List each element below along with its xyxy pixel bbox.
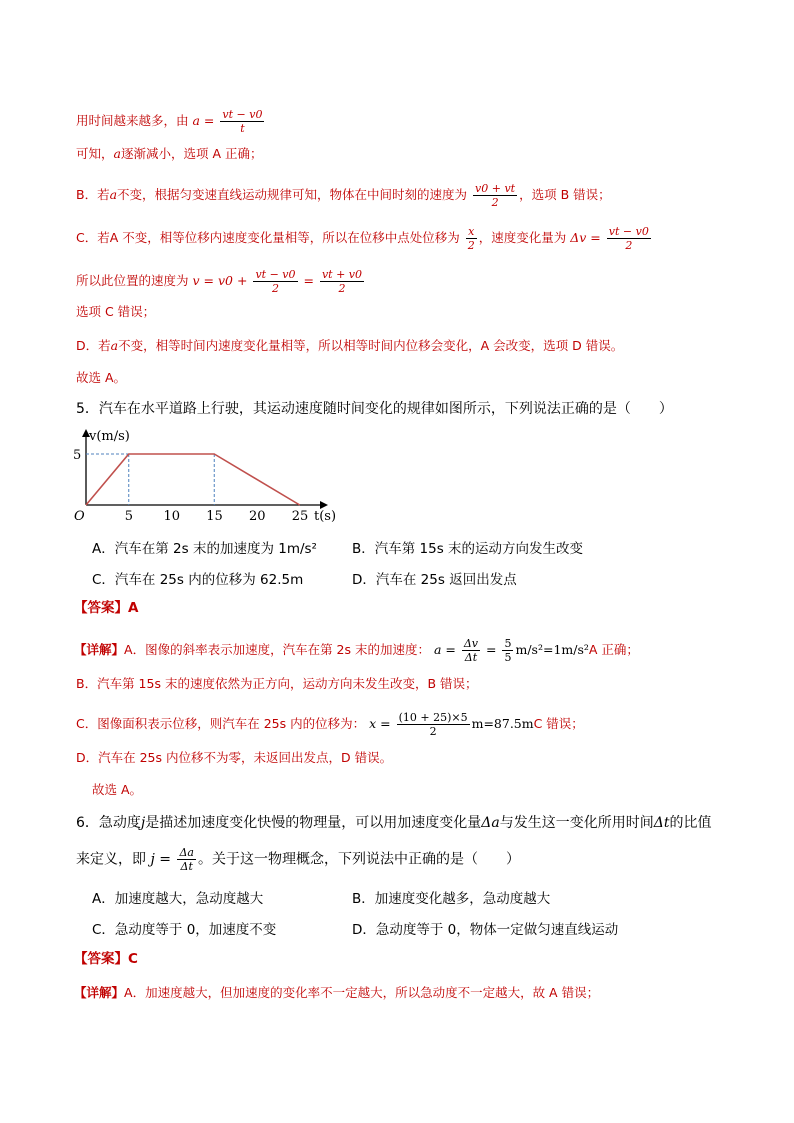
q4-exp-b-prefix: B．若 — [76, 187, 110, 202]
q4-exp-d-symbol: a — [110, 338, 119, 353]
fraction-numerator: vt + v0 — [321, 268, 363, 281]
x-tick-label: 20 — [249, 509, 266, 524]
q5-option-a[interactable]: A．汽车在第 2s 末的加速度为 1m/s² — [92, 541, 317, 557]
q6-stem-d: 的比值 — [669, 815, 712, 831]
q4-exp-c2 — [76, 268, 366, 295]
q4-exp-c2-formula: v = v0 + — [192, 273, 248, 288]
q4-exp-l1-text: 用时间越来越多，由 — [76, 113, 189, 128]
q5-exp-d: D．汽车在 25s 内位移不为零，未返回出发点，D 错误。 — [76, 750, 393, 765]
fraction-denominator: 5 — [504, 651, 512, 664]
q4-exp-l1-fraction — [220, 108, 264, 135]
q6-stem-delta-a: Δa — [481, 815, 500, 831]
y-axis-label: v(m/s) — [89, 429, 130, 444]
q4-exp-d-prefix: D．若 — [76, 338, 111, 353]
q5-stem: 5．汽车在水平道路上行驶，其运动速度随时间变化的规律如图所示，下列说法正确的是（ ） — [76, 401, 673, 417]
q4-exp-b-suffix: ，选项 B 错误； — [519, 187, 611, 202]
fraction-denominator: 2 — [271, 282, 279, 295]
q6-answer — [74, 950, 138, 968]
q5-exp-c-formula: x = — [369, 716, 391, 731]
fraction-denominator: 2 — [625, 239, 633, 252]
q5-exp-c-end: C 错误； — [533, 716, 584, 731]
q4-exp-c-fraction-1 — [466, 225, 477, 252]
fraction-numerator: (10 + 25)×5 — [398, 711, 468, 724]
fraction-denominator: 2 — [429, 725, 437, 738]
q6-stem-c: 与发生这一变化所用时间 — [499, 815, 654, 831]
q5-exp-a — [74, 637, 639, 664]
q4-exp-d-text: 不变，相等时间内速度变化量相等，所以相等时间内位移会变化，A 会改变，选项 D 错误。 — [118, 338, 624, 353]
fraction-denominator: 2 — [467, 239, 475, 252]
explanation-label: 【详解】 — [74, 985, 125, 1000]
q5-exp-a-equals: = — [486, 642, 497, 657]
q4-exp-c3: 选项 C 错误； — [76, 304, 156, 319]
q6-stem-j: j — [140, 815, 146, 831]
q4-exp-line1 — [76, 108, 266, 135]
q6-stem-line2 — [76, 846, 520, 873]
velocity-line — [86, 454, 300, 505]
q6-option-b[interactable]: B．加速度变化越多，急动度越大 — [352, 891, 551, 907]
q5-exp-a-text: A．图像的斜率表示加速度，汽车在第 2s 末的加速度： — [124, 642, 430, 657]
q4-exp-c-formula: Δv = — [570, 230, 601, 245]
q4-exp-l2-text: 逐渐减小，选项 A 正确； — [120, 146, 263, 161]
q6-option-d[interactable]: D．急动度等于 0，物体一定做匀速直线运动 — [352, 922, 619, 938]
fraction-numerator: vt − v0 — [255, 268, 296, 281]
y-tick-label: 5 — [73, 448, 82, 463]
q6-option-a[interactable]: A．加速度越大，急动度越大 — [92, 891, 264, 907]
q5-exp-b: B．汽车第 15s 末的速度依然为正方向，运动方向未发生改变，B 错误； — [76, 676, 478, 691]
q6-stem-l2-a: 来定义，即 — [76, 851, 146, 868]
q6-exp-a — [74, 984, 599, 1002]
fraction-numerator: Δa — [179, 846, 194, 859]
q4-exp-l2-symbol: a — [113, 146, 121, 161]
q5-exp-a-end: A 正确； — [588, 642, 639, 657]
q6-stem-l2-b: 。关于这一物理概念，下列说法中正确的是（ ） — [197, 851, 520, 868]
fraction-numerator: vt − v0 — [608, 225, 649, 238]
q4-exp-c — [76, 225, 653, 252]
q6-stem-a: 6．急动度 — [76, 815, 141, 831]
q4-exp-b — [76, 182, 611, 209]
x-tick-label: 15 — [206, 509, 223, 524]
explanation-label: 【详解】 — [74, 642, 125, 657]
q4-exp-c2-fraction-2 — [320, 268, 364, 295]
q6-stem-delta-t: Δt — [653, 815, 670, 831]
q4-exp-line2 — [76, 145, 262, 163]
fraction-numerator: 5 — [504, 637, 512, 650]
x-axis-label: t(s) — [314, 509, 337, 524]
q5-exp-c-text: C．图像面积表示位移，则汽车在 25s 内的位移为： — [76, 716, 366, 731]
q5-option-d[interactable]: D．汽车在 25s 返回出发点 — [352, 572, 517, 588]
fraction-denominator: Δt — [464, 651, 478, 664]
q6-stem-fraction — [177, 846, 196, 873]
q4-exp-b-symbol: a — [109, 187, 118, 202]
fraction-denominator: Δt — [180, 860, 193, 873]
q5-final: 故选 A。 — [92, 782, 143, 797]
q4-exp-c2-text: 所以此位置的速度为 — [76, 273, 189, 288]
fraction-numerator: vt − v0 — [222, 108, 263, 121]
q4-exp-b-text: 不变，根据匀变速直线运动规律可知，物体在中间时刻的速度为 — [117, 187, 468, 202]
q5-exp-c — [76, 711, 584, 738]
x-tick-label: 25 — [291, 509, 309, 524]
q5-exp-c-fraction — [397, 711, 470, 738]
q4-exp-l1-formula: a = — [192, 113, 215, 128]
q4-exp-c-mid: ，速度变化量为 — [478, 230, 567, 245]
origin-label: O — [74, 509, 85, 524]
q5-exp-a-fraction-1 — [462, 637, 480, 664]
q4-exp-c2-equals: = — [303, 273, 314, 288]
fraction-numerator: Δv — [463, 637, 479, 650]
answer-value: C — [128, 951, 138, 967]
q5-exp-a-formula: a = — [433, 642, 456, 657]
q4-exp-c2-fraction-1 — [253, 268, 297, 295]
fraction-denominator: 2 — [491, 196, 499, 209]
q4-exp-d — [76, 337, 623, 355]
q6-stem-formula: j = — [150, 851, 171, 868]
fraction-denominator: 2 — [338, 282, 346, 295]
answer-label: 【答案】 — [74, 951, 128, 967]
q6-stem-line1 — [76, 814, 711, 832]
q5-option-c[interactable]: C．汽车在 25s 内的位移为 62.5m — [92, 572, 304, 588]
q5-exp-c-result: m=87.5m — [471, 716, 534, 731]
q4-exp-c-fraction-2 — [607, 225, 651, 252]
answer-value: A — [128, 600, 139, 616]
q6-stem-b: 是描述加速度变化快慢的物理量，可以用加速度变化量 — [145, 815, 482, 831]
q5-velocity-time-chart — [70, 425, 340, 525]
q5-answer — [74, 599, 138, 617]
x-tick-label: 5 — [124, 509, 134, 524]
q6-option-c[interactable]: C．急动度等于 0，加速度不变 — [92, 922, 277, 938]
q4-final: 故选 A。 — [76, 370, 127, 385]
x-tick-label: 10 — [163, 509, 181, 524]
q5-option-b[interactable]: B．汽车第 15s 末的运动方向发生改变 — [352, 541, 584, 557]
answer-label: 【答案】 — [74, 600, 128, 616]
x-axis-arrow — [320, 501, 328, 509]
fraction-numerator: v0 + vt — [475, 182, 516, 195]
fraction-numerator: x — [466, 225, 477, 239]
fraction-denominator: t — [240, 122, 245, 135]
q4-exp-l2-prefix: 可知， — [76, 146, 114, 161]
q4-exp-b-fraction — [473, 182, 517, 209]
q5-exp-a-fraction-2 — [502, 637, 513, 664]
q5-exp-a-result: m/s²=1m/s² — [515, 642, 589, 657]
q4-exp-c-text: C．若A 不变，相等位移内速度变化量相等，所以在位移中点处位移为 — [76, 230, 460, 245]
q6-exp-a-text: A．加速度越大，但加速度的变化率不一定越大，所以急动度不一定越大，故 A 错误； — [124, 985, 600, 1000]
